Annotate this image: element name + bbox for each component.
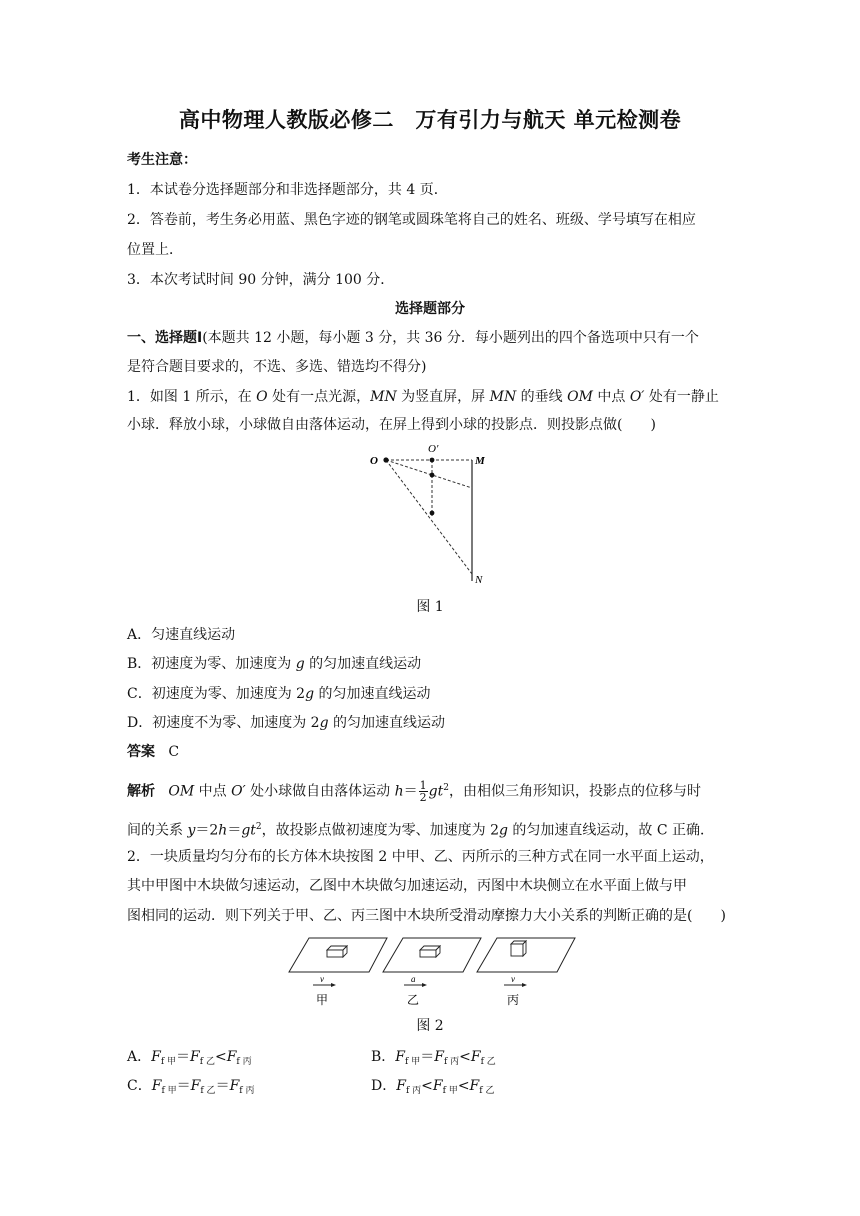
force-symbol: F — [229, 1078, 240, 1094]
label-bing: 丙 — [507, 993, 520, 1007]
force-symbol: F — [470, 1049, 481, 1065]
operator: ＝ — [176, 1078, 191, 1094]
analysis-text: 间的关系 — [127, 822, 188, 839]
ball-point-2 — [430, 511, 435, 516]
q1-analysis-line1 — [127, 778, 701, 803]
figure-2-caption: 图 2 — [416, 1018, 444, 1034]
light-ray-2 — [386, 460, 472, 574]
subscript: f 丙 — [443, 1057, 460, 1067]
force-symbol: F — [226, 1049, 237, 1065]
q1-answer — [127, 742, 179, 762]
label-yi: 乙 — [407, 993, 420, 1007]
analysis-text: ＝2 — [195, 822, 219, 839]
label-M: M — [475, 455, 485, 467]
analysis-var: h — [218, 822, 228, 839]
q1-text: 处有一点光源， — [267, 389, 371, 405]
light-ray-1 — [386, 460, 472, 488]
q2-stem-line3: 图相同的运动．则下列关于甲、乙、丙三图中木块所受滑动摩擦力大小关系的判断正确的是( ) — [127, 908, 726, 924]
part1-line2: 是符合题目要求的，不选、多选、错选均不得分) — [127, 359, 427, 375]
subscript: f 甲 — [405, 1057, 421, 1067]
q1-var: O′ — [629, 389, 645, 405]
q1-var: OM — [567, 389, 593, 405]
ball-start-point — [430, 458, 435, 463]
operator: < — [457, 1078, 470, 1094]
superscript: 2 — [255, 822, 262, 832]
figure-1-caption: 图 1 — [416, 599, 444, 615]
subscript: f 甲 — [161, 1086, 177, 1096]
part1-instructions: (本题共 12 小题，每小题 3 分，共 36 分．每小题列出的四个备选项中只有一个 — [202, 330, 699, 346]
force-symbol: F — [151, 1078, 162, 1094]
answer-value: C — [168, 744, 180, 760]
q1-text: 为竖直屏，屏 — [396, 389, 490, 405]
option-text: 的匀加速直线运动 — [304, 656, 422, 672]
q1-stem-line2: 小球．释放小球，小球做自由落体运动，在屏上得到小球的投影点．则投影点做( ) — [127, 417, 656, 433]
part1-heading: 一、选择题Ⅰ — [127, 330, 203, 346]
q2-stem-line2: 其中甲图中木块做匀速运动，乙图中木块做匀加速运动，丙图中木块侧立在水平面上做与甲 — [127, 878, 687, 894]
figure-1-diagram — [362, 438, 502, 588]
superscript: 2 — [443, 783, 449, 793]
option-text: 的匀加速直线运动 — [328, 715, 446, 731]
subscript: f 乙 — [480, 1057, 496, 1067]
q2-option-d — [371, 1075, 494, 1096]
fraction-denominator: 2 — [419, 791, 427, 805]
analysis-text: 中点 — [194, 783, 232, 800]
block-jia — [327, 946, 347, 957]
q2-option-a — [127, 1046, 252, 1067]
notice-item-3: 3．本次考试时间 90 分钟，满分 100 分． — [127, 272, 395, 288]
subscript: f 乙 — [479, 1086, 495, 1096]
q1-option-a: A．匀速直线运动 — [127, 627, 236, 643]
force-symbol: F — [396, 1078, 406, 1094]
fraction — [419, 780, 428, 803]
force-symbol: F — [432, 1078, 443, 1094]
force-symbol: F — [190, 1078, 201, 1094]
q1-analysis-line2 — [127, 817, 714, 841]
q1-option-b — [127, 653, 421, 673]
option-label: D． — [371, 1078, 397, 1094]
subscript: f 甲 — [160, 1057, 177, 1067]
section-title: 选择题部分 — [395, 301, 465, 317]
subscript: f 乙 — [200, 1086, 216, 1096]
option-text: B．初速度为零、加速度为 — [127, 656, 296, 672]
q1-text: 处有一静止 — [644, 389, 719, 405]
force-symbol: F — [190, 1049, 200, 1065]
analysis-text: 的匀加速直线运动，故 C 正确． — [507, 822, 715, 839]
q1-var: O — [256, 389, 268, 405]
analysis-text: ＝ — [403, 783, 418, 800]
figure-2-diagram — [283, 936, 583, 1012]
notice-item-2-cont: 位置上． — [127, 242, 183, 258]
q2-option-c — [127, 1075, 254, 1096]
label-O-prime: O′ — [428, 443, 439, 455]
analysis-var: g — [499, 822, 508, 839]
force-symbol: F — [434, 1049, 444, 1065]
analysis-text: ，由相似三角形知识，投影点的位移与时 — [449, 783, 701, 800]
q1-text: 1．如图 1 所示，在 — [127, 389, 257, 405]
q1-text: 的垂线 — [516, 389, 568, 405]
arrow-a-yi — [404, 983, 427, 987]
label-jia: 甲 — [316, 993, 329, 1007]
subscript: f 甲 — [442, 1086, 458, 1096]
option-var: g — [305, 686, 315, 702]
q2-stem-line1: 2．一块质量均匀分布的长方体木块按图 2 中甲、乙、丙所示的三种方式在同一水平面上运动， — [127, 849, 714, 865]
analysis-text: ，故投影点做初速度为零、加速度为 2 — [261, 822, 500, 839]
analysis-var: gt — [428, 783, 444, 800]
q1-option-d — [127, 712, 445, 732]
analysis-text: 处小球做自由落体运动 — [245, 783, 395, 800]
subscript: f 丙 — [239, 1086, 255, 1096]
analysis-var: y — [187, 822, 196, 839]
operator: < — [459, 1049, 471, 1065]
option-text: D．初速度不为零、加速度为 2 — [127, 715, 320, 731]
option-label: A． — [127, 1049, 152, 1065]
q1-option-c — [127, 683, 431, 703]
notice-item-1: 1．本试卷分选择题部分和非选择题部分，共 4 页． — [127, 182, 448, 198]
option-text: C．初速度为零、加速度为 2 — [127, 686, 306, 702]
option-var: g — [295, 656, 305, 672]
q1-text: 中点 — [592, 389, 630, 405]
analysis-label: 解析 — [127, 783, 155, 800]
block-bing — [511, 941, 526, 956]
arrow-v-bing — [504, 983, 527, 987]
operator: ＝ — [420, 1049, 435, 1065]
q1-var: MN — [489, 389, 517, 405]
force-symbol: F — [151, 1049, 161, 1065]
notice-item-2: 2．答卷前，考生务必用蓝、黑色字迹的钢笔或圆珠笔将自己的姓名、班级、学号填写在相应 — [127, 212, 696, 228]
label-O: O — [370, 455, 378, 467]
answer-label: 答案 — [127, 744, 155, 760]
q1-stem-line1 — [127, 387, 719, 407]
analysis-var: O′ — [231, 783, 246, 800]
subscript: f 丙 — [405, 1086, 422, 1096]
page-title: 高中物理人教版必修二 万有引力与航天 单元检测卷 — [178, 108, 682, 132]
q1-var: MN — [370, 389, 397, 405]
option-text: 的匀加速直线运动 — [314, 686, 431, 702]
block-yi — [420, 946, 440, 957]
label-N: N — [475, 574, 483, 586]
ball-point-1 — [430, 473, 435, 478]
analysis-text: ＝ — [227, 822, 242, 839]
analysis-var: h — [394, 783, 404, 800]
fraction-numerator: 1 — [419, 779, 427, 793]
q2-option-b — [371, 1046, 496, 1067]
force-symbol: F — [395, 1049, 406, 1065]
operator: ＝ — [215, 1078, 230, 1094]
notice-heading: 考生注意： — [127, 152, 197, 168]
label-v-bing: v — [511, 974, 515, 984]
analysis-var: OM — [168, 783, 195, 800]
force-symbol: F — [469, 1078, 480, 1094]
part1-line1 — [127, 328, 699, 348]
analysis-var: gt — [241, 822, 256, 839]
subscript: f 丙 — [236, 1057, 252, 1067]
subscript: f 乙 — [199, 1057, 215, 1067]
operator: < — [421, 1078, 433, 1094]
label-v-jia: v — [320, 974, 324, 984]
arrow-v-jia — [313, 983, 336, 987]
option-label: C． — [127, 1078, 152, 1094]
option-label: B． — [371, 1049, 396, 1065]
option-var: g — [319, 715, 329, 731]
light-source-point — [383, 457, 388, 462]
operator: ＝ — [176, 1049, 191, 1065]
label-a-yi: a — [411, 974, 416, 984]
operator: < — [214, 1049, 227, 1065]
